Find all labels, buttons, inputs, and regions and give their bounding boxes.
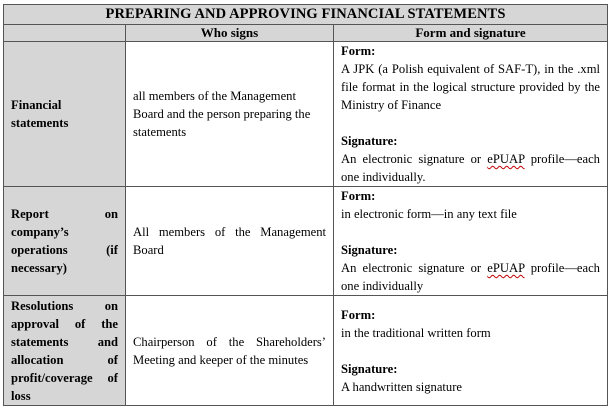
statements-table-container <box>3 4 607 406</box>
form-label: Form: <box>341 189 376 203</box>
form-label: Form: <box>341 307 376 322</box>
who-signs-cell: all members of the Management Board and the person preparing the statements <box>126 42 334 187</box>
who-signs-cell: All members of the Management Board <box>126 187 334 296</box>
form-signature-cell <box>334 187 608 296</box>
signature-text: An electronic signature or ePUAP profile—each one individually <box>341 261 600 293</box>
form-signature-cell <box>334 296 608 406</box>
column-header-who-signs: Who signs <box>126 25 334 42</box>
form-text: in the traditional written form <box>341 325 491 340</box>
table-row <box>4 296 608 406</box>
column-header-row <box>4 25 608 42</box>
table-row <box>4 187 608 296</box>
form-signature-cell <box>334 42 608 187</box>
column-header-form-signature: Form and signature <box>334 25 608 42</box>
signature-label: Signature: <box>341 243 398 257</box>
row-heading: Report on company’s operations (if necessary) <box>4 187 126 296</box>
statements-table <box>3 4 608 406</box>
row-heading: Financial statements <box>4 42 126 187</box>
row-heading: Resolutions on approval of the statements and allocation of profit/coverage of loss <box>4 296 126 406</box>
who-signs-cell: Chairperson of the Shareholders’ Meeting and keeper of the minutes <box>126 296 334 406</box>
form-text: A JPK (a Polish equivalent of SAF-T), in the .xml file format in the logical structure provided by the Ministry of Finance <box>341 62 600 112</box>
spellcheck-word: ePUAP <box>487 152 525 166</box>
table-title: PREPARING AND APPROVING FINANCIAL STATEMENTS <box>4 5 608 25</box>
form-label: Form: <box>341 44 376 58</box>
column-header-empty <box>4 25 126 42</box>
title-row <box>4 5 608 25</box>
form-text: in electronic form—in any text file <box>341 207 517 221</box>
signature-label: Signature: <box>341 134 398 148</box>
spellcheck-word: ePUAP <box>487 261 525 275</box>
table-row <box>4 42 608 187</box>
signature-label: Signature: <box>341 361 398 376</box>
signature-text: An electronic signature or ePUAP profile—each one individually. <box>341 152 600 184</box>
signature-text: A handwritten signature <box>341 379 463 394</box>
